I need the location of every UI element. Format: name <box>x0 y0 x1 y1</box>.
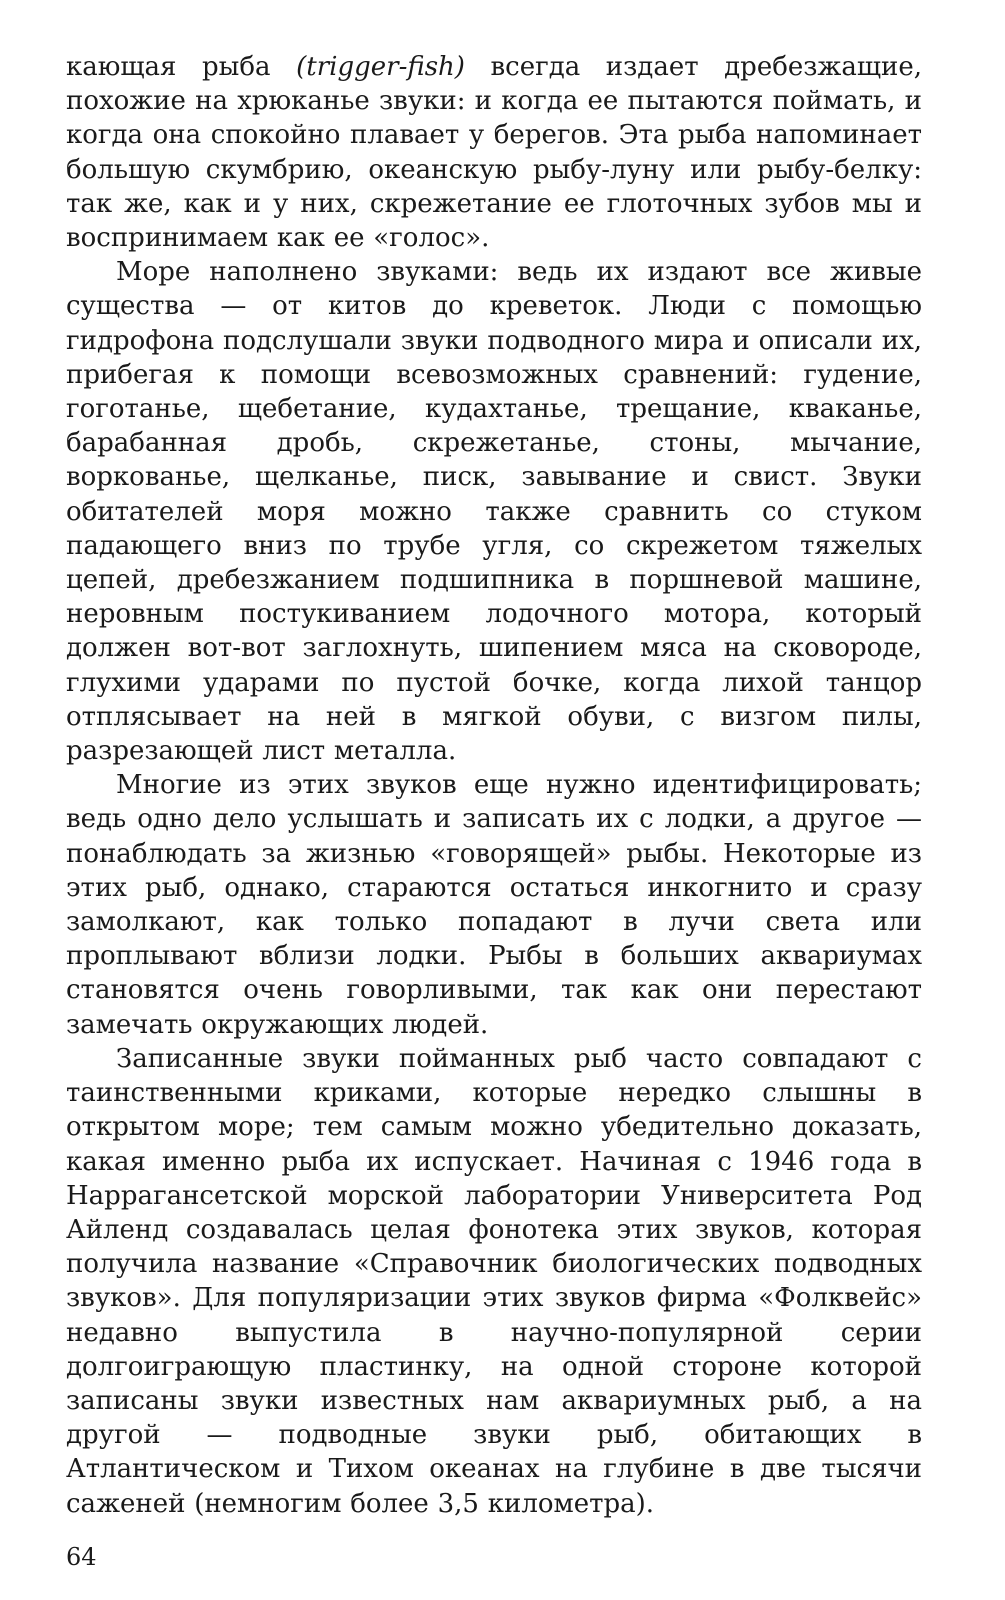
paragraph-1-text-a: кающая рыба <box>66 52 297 82</box>
paragraph-2-text: Море наполнено звуками: ведь их издают все живые существа — от китов до креветок. Люди с помощью гидрофона подслушали звуки подводного мира и описали их, прибегая к помощи всевозможных сравнений: гудение, гоготанье, щебетание, кудахтанье, трещание, кваканье, барабанная дробь, скрежетанье, стоны, мычание, воркованье, щелканье, писк, завывание и свист. Звуки обитателей моря можно также сравнить со стуком падающего вниз по трубе угля, со скрежетом тяжелых цепей, дребезжанием подшипника в поршневой машине, неровным постукиванием лодочного мотора, который должен вот-вот заглохнуть, шипением мяса на сковороде, глухими ударами по пустой бочке, когда лихой танцор отплясывает на ней в мягкой обуви, с визгом пилы, разрезающей лист металла. <box>66 257 922 767</box>
paragraph-1-text-b: всегда издает дребезжащие, похожие на хрюканье звуки: и когда ее пытаются поймать, и когда она спокойно плавает у берегов. Эта рыба напоминает большую скумбрию, океанскую рыбу-луну или рыбу-белку: так же, как и у них, скрежетание ее глоточных зубов мы и воспринимаем как ее «голос». <box>66 52 922 254</box>
paragraph-4 <box>66 1042 922 1521</box>
page-number: 64 <box>66 1543 97 1571</box>
paragraph-3 <box>66 768 922 1042</box>
paragraph-1 <box>66 50 922 255</box>
paragraph-2 <box>66 255 922 768</box>
paragraph-3-text: Многие из этих звуков еще нужно идентифицировать; ведь одно дело услышать и записать их с лодки, а другое — понаблюдать за жизнью «говорящей» рыбы. Некоторые из этих рыб, однако, стараются остаться инкогнито и сразу замолкают, как только попадают в лучи света или проплывают вблизи лодки. Рыбы в больших аквариумах становятся очень говорливыми, так как они перестают замечать окружающих людей. <box>66 770 922 1040</box>
paragraph-1-italic-term: (trigger-fish) <box>296 52 465 82</box>
page-body <box>66 50 922 1521</box>
paragraph-4-text: Записанные звуки пойманных рыб часто совпадают с таинственными криками, которые нередко слышны в открытом море; тем самым можно убедительно доказать, какая именно рыба их испускает. Начиная с 1946 года в Наррагансетской морской лаборатории Университета Род Айленд создавалась целая фонотека этих звуков, которая получила название «Справочник биологических подводных звуков». Для популяризации этих звуков фирма «Фолквейс» недавно выпустила в научно-популярной серии долгоиграющую пластинку, на одной стороне которой записаны звуки известных нам аквариумных рыб, а на другой — подводные звуки рыб, обитающих в Атлантическом и Тихом океанах на глубине в две тысячи саженей (немногим более 3,5 километра). <box>66 1043 922 1519</box>
